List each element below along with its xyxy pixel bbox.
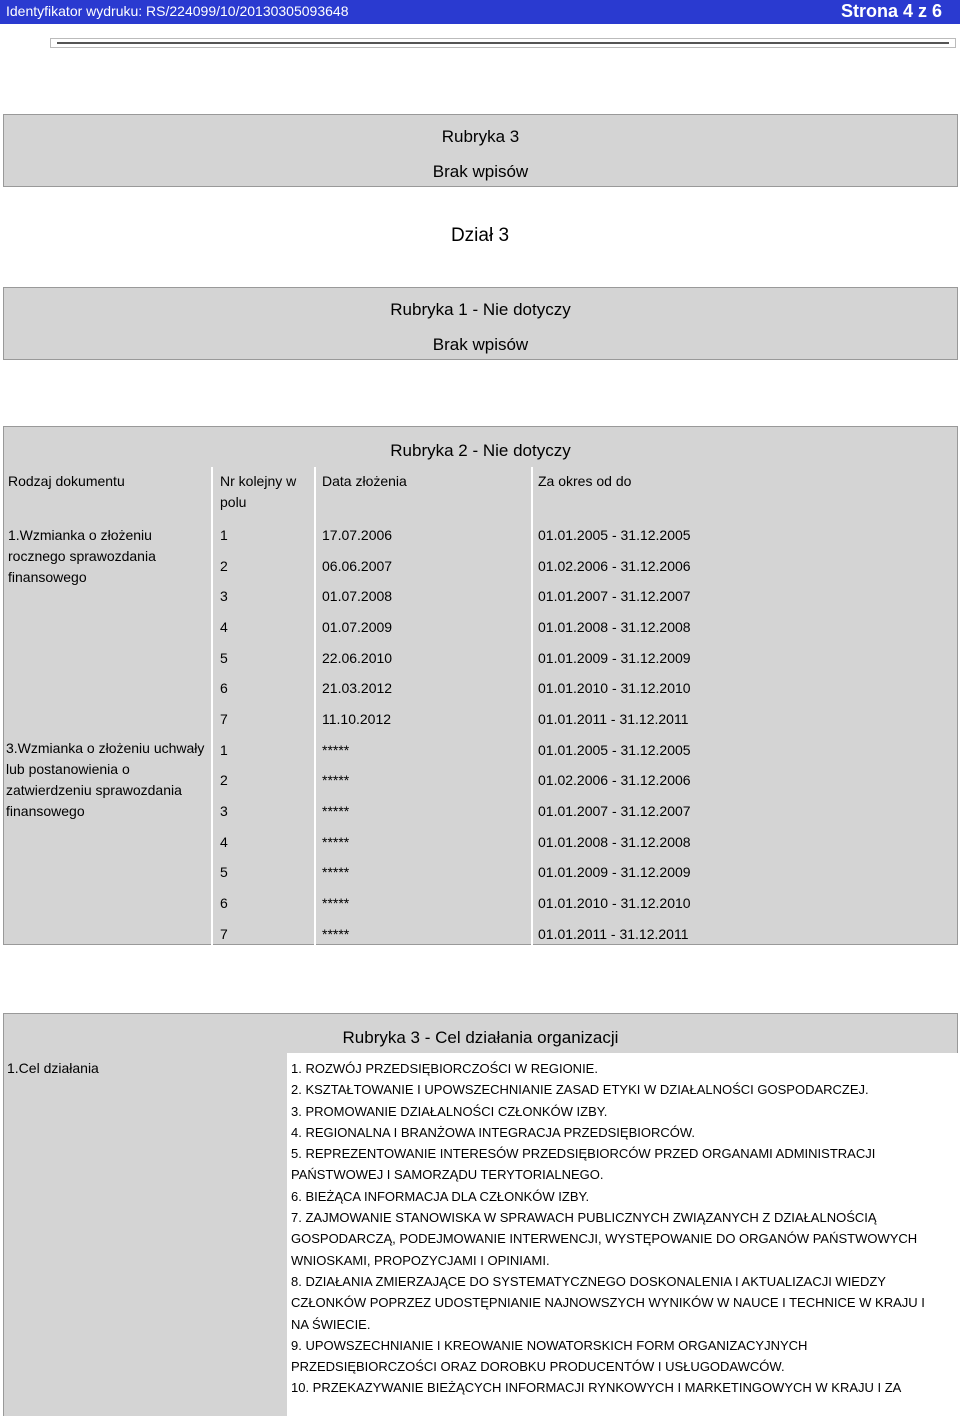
purpose-line: 1. ROZWÓJ PRZEDSIĘBIORCZOŚCI W REGIONIE. — [291, 1061, 598, 1076]
section-title: Rubryka 2 - Nie dotyczy — [390, 441, 571, 460]
header-document-type: Rodzaj dokumentu — [8, 473, 125, 489]
header-period: Za okres od do — [538, 473, 632, 489]
purpose-line: GOSPODARCZĄ, PODEJMOWANIE INTERWENCJI, WYSTĘPOWANIE DO ORGANÓW PAŃSTWOWYCH — [291, 1231, 918, 1247]
document-type-approval-resolution: 3.Wzmianka o złożeniu uchwały lub postanowienia o zatwierdzeniu sprawozdania finansowego — [6, 740, 205, 819]
purpose-line: 4. REGIONALNA I BRANŻOWA INTEGRACJA PRZEDSIĘBIORCÓW. — [291, 1124, 696, 1140]
purpose-line: WNIOSKAMI, PROPOZYCJAMI I OPINIAMI. — [291, 1252, 550, 1268]
header-sequence-number-line1: Nr kolejny w — [220, 473, 297, 489]
column-divider — [314, 467, 316, 945]
purpose-line: 10. PRZEKAZYWANIE BIEŻĄCYCH INFORMACJI RYNKOWYCH I MARKETINGOWYCH W KRAJU I ZA — [291, 1380, 902, 1396]
print-identifier: Identyfikator wydruku: RS/224099/10/20130305093648 — [6, 3, 349, 19]
purpose-line: 5. REPREZENTOWANIE INTERESÓW PRZEDSIĘBIORCÓW PRZED ORGANAMI ADMINISTRACJI — [291, 1146, 876, 1162]
purpose-line: PRZEDSIĘBIORCZOŚCI ORAZ DOROBKU PRODUCENTÓW I USŁUGODAWCÓW. — [291, 1359, 785, 1375]
section-rubryka-2-box: Rubryka 2 - Nie dotyczy Rodzaj dokumentu Nr kolejny w polu Data złożenia Za okres od do 1.Wzmianka o złożeniu rocznego sprawozdania finansowego 3.Wzmianka o złożeniu uchwały lub postanowienia o zatwierdzeniu sprawozdania finansowego 1 17.07.2006 01.01.2005 - 31.12.2005 2 06.06.2007 01.02.2006 - 31.12.2006 3 01.07.2008 01.01.2007 - 31.12.2007 4 01.07.2009 01.01.2008 - 31.12.2008 5 22.06.2010 01.01.2009 - 31.12.2009 6 21.03.2012 01.01.2010 - 31.12.2010 7 11.10.2012 01.01.2011 - 31.12.2011 1 ***** 01.01.2005 - 31.12.2005 2 ***** 01.02.2006 - 31.12.2006 3 ***** 01.01.2007 - 31.12.2007 4 ***** 01.01.2008 - 31.12.2008 5 ***** 01.01.2009 - 31.12.2009 6 ***** 01.01.2010 - 31.12.2010 7 ***** 01.01.2011 - 31.12.2011 — [3, 426, 958, 945]
header-filing-date: Data złożenia — [322, 473, 407, 489]
purpose-line: 8. DZIAŁANIA ZMIERZAJĄCE DO SYSTEMATYCZNEGO DOSKONALENIA I AKTUALIZACJI WIEDZY — [291, 1273, 886, 1289]
page-number: Strona 4 z 6 — [840, 1, 942, 21]
section-rubryka-1-box — [3, 287, 958, 360]
header-sequence-number-line2: polu — [220, 494, 247, 510]
purpose-line: 6. BIEŻĄCA INFORMACJA DLA CZŁONKÓW IZBY. — [291, 1188, 590, 1204]
division-heading: Dział 3 — [450, 225, 510, 246]
purpose-line: 3. PROMOWANIE DZIAŁALNOŚCI CZŁONKÓW IZBY. — [291, 1103, 608, 1119]
purpose-line: 2. KSZTAŁTOWANIE I UPOWSZECHNIANIE ZASAD ETYKI W DZIAŁALNOŚCI GOSPODARCZEJ. — [291, 1082, 869, 1098]
section-subtitle: Brak wpisów — [432, 162, 529, 181]
purpose-line: 7. ZAJMOWANIE STANOWISKA W SPRAWACH PUBLICZNYCH ZWIĄZANYCH Z DZIAŁALNOŚCIĄ — [291, 1210, 877, 1226]
column-divider — [211, 467, 213, 945]
section-title: Rubryka 3 - Cel działania organizacji — [342, 1028, 619, 1047]
column-divider — [531, 467, 533, 945]
print-header-bar — [0, 0, 960, 24]
purpose-label: 1.Cel działania — [7, 1060, 99, 1076]
section-title: Rubryka 1 - Nie dotyczy — [390, 300, 571, 319]
purpose-line: PAŃSTWOWEJ I SAMORZĄDU TERYTORIALNEGO. — [291, 1167, 604, 1183]
purpose-list — [291, 1058, 951, 1399]
section-title: Rubryka 3 — [441, 127, 520, 146]
purpose-line: NA ŚWIECIE. — [291, 1316, 371, 1332]
document-type-annual-report: 1.Wzmianka o złożeniu rocznego sprawozdania finansowego — [8, 527, 156, 585]
header-divider — [50, 38, 956, 48]
section-rubryka-3-box — [3, 114, 958, 187]
purpose-line: 9. UPOWSZECHNIANIE I KREOWANIE NOWATORSKICH FORM ORGANIZACYJNYCH — [291, 1337, 808, 1353]
section-subtitle: Brak wpisów — [432, 335, 529, 354]
purpose-line: CZŁONKÓW POPRZEZ UDOSTĘPNIANIE NAJNOWSZYCH WYNIKÓW W NAUCE I TECHNICE W KRAJU I — [291, 1295, 925, 1311]
